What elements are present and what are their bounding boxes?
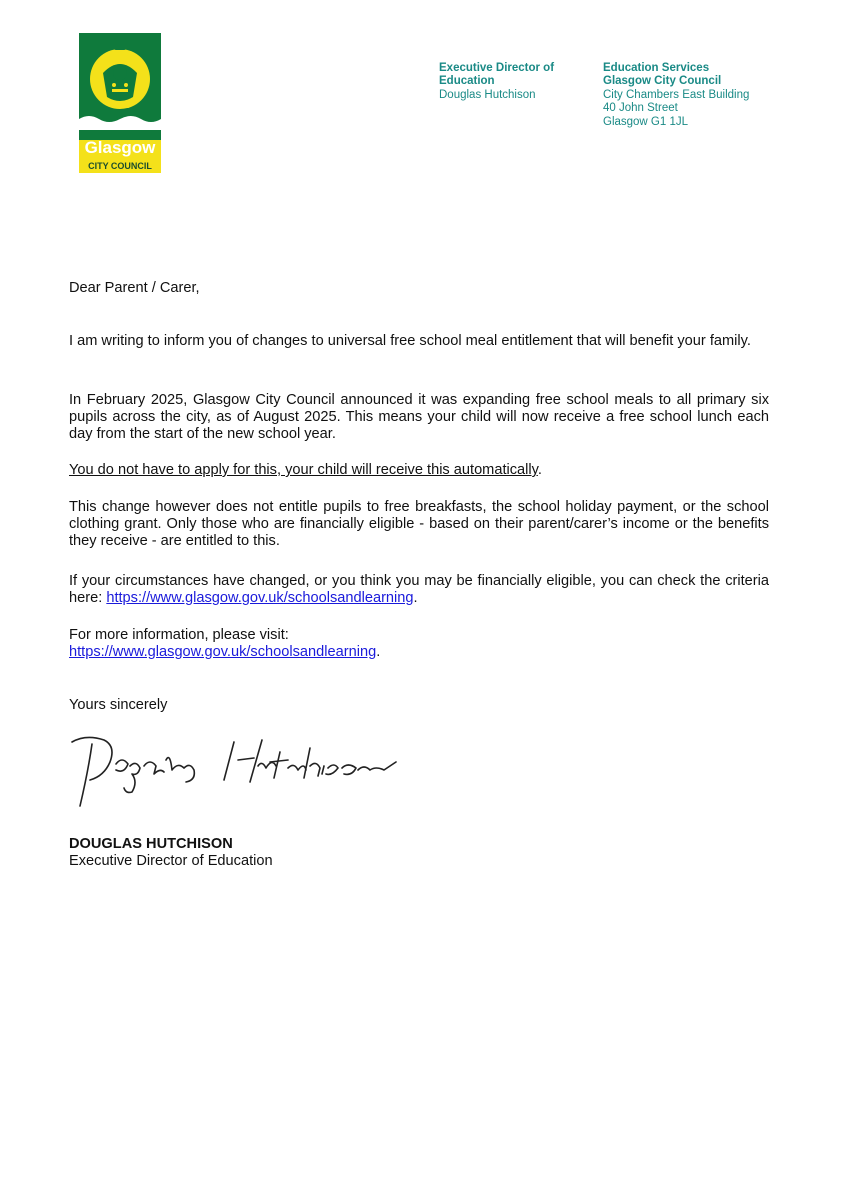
address-city: Glasgow G1 1JL [603,115,689,128]
closing: Yours sincerely [69,697,168,713]
address-building: City Chambers East Building [603,88,750,101]
sender-title-line1: Executive Director of [439,62,555,74]
paragraph-2: In February 2025, Glasgow City Council announced it was expanding free school meals to all primary six pupils across the city, as of August 2025. This means your child will now receive a free school lunch each day from the start of the new school year. [69,392,769,442]
sender-title-line2: Education [439,75,495,88]
signatory-name: DOUGLAS HUTCHISON [69,836,233,852]
paragraph-4: This change however does not entitle pupils to free breakfasts, the school holiday payment, or the school clothing grant. Only those who are financially eligible - based on their parent/carer’s income or the benefits they receive - are entitled to this. [69,499,769,549]
criteria-link[interactable]: https://www.glasgow.gov.uk/schoolsandlearning [106,589,414,606]
paragraph-3: You do not have to apply for this, your child will receive this automatically. [69,462,542,478]
address-council: Glasgow City Council [603,75,722,88]
logo-wordmark: Glasgow [84,138,156,157]
logo-subtext: CITY COUNCIL [88,161,152,171]
signatory-title: Executive Director of Education [69,853,273,869]
paragraph-5: If your circumstances have changed, or you think you may be financially eligible, you can check the criteria here: https://www.glasgow.gov.uk/schoolsandlearning. [69,573,769,606]
paragraph-6: For more information, please visit: https://www.glasgow.gov.uk/schoolsandlearning. [69,627,381,660]
glasgow-city-council-logo [79,33,161,173]
automatic-notice: You do not have to apply for this, your child will receive this automatically [69,462,538,478]
paragraph-1: I am writing to inform you of changes to universal free school meal entitlement that will benefit your family. [69,333,751,349]
salutation: Dear Parent / Carer, [69,280,200,296]
sender-block [439,62,554,102]
handwritten-signature [66,722,406,814]
address-street: 40 John Street [603,102,678,115]
address-block [603,62,749,129]
address-dept: Education Services [603,62,710,74]
sender-name: Douglas Hutchison [439,88,536,101]
more-info-link[interactable]: https://www.glasgow.gov.uk/schoolsandlearning [69,643,377,660]
